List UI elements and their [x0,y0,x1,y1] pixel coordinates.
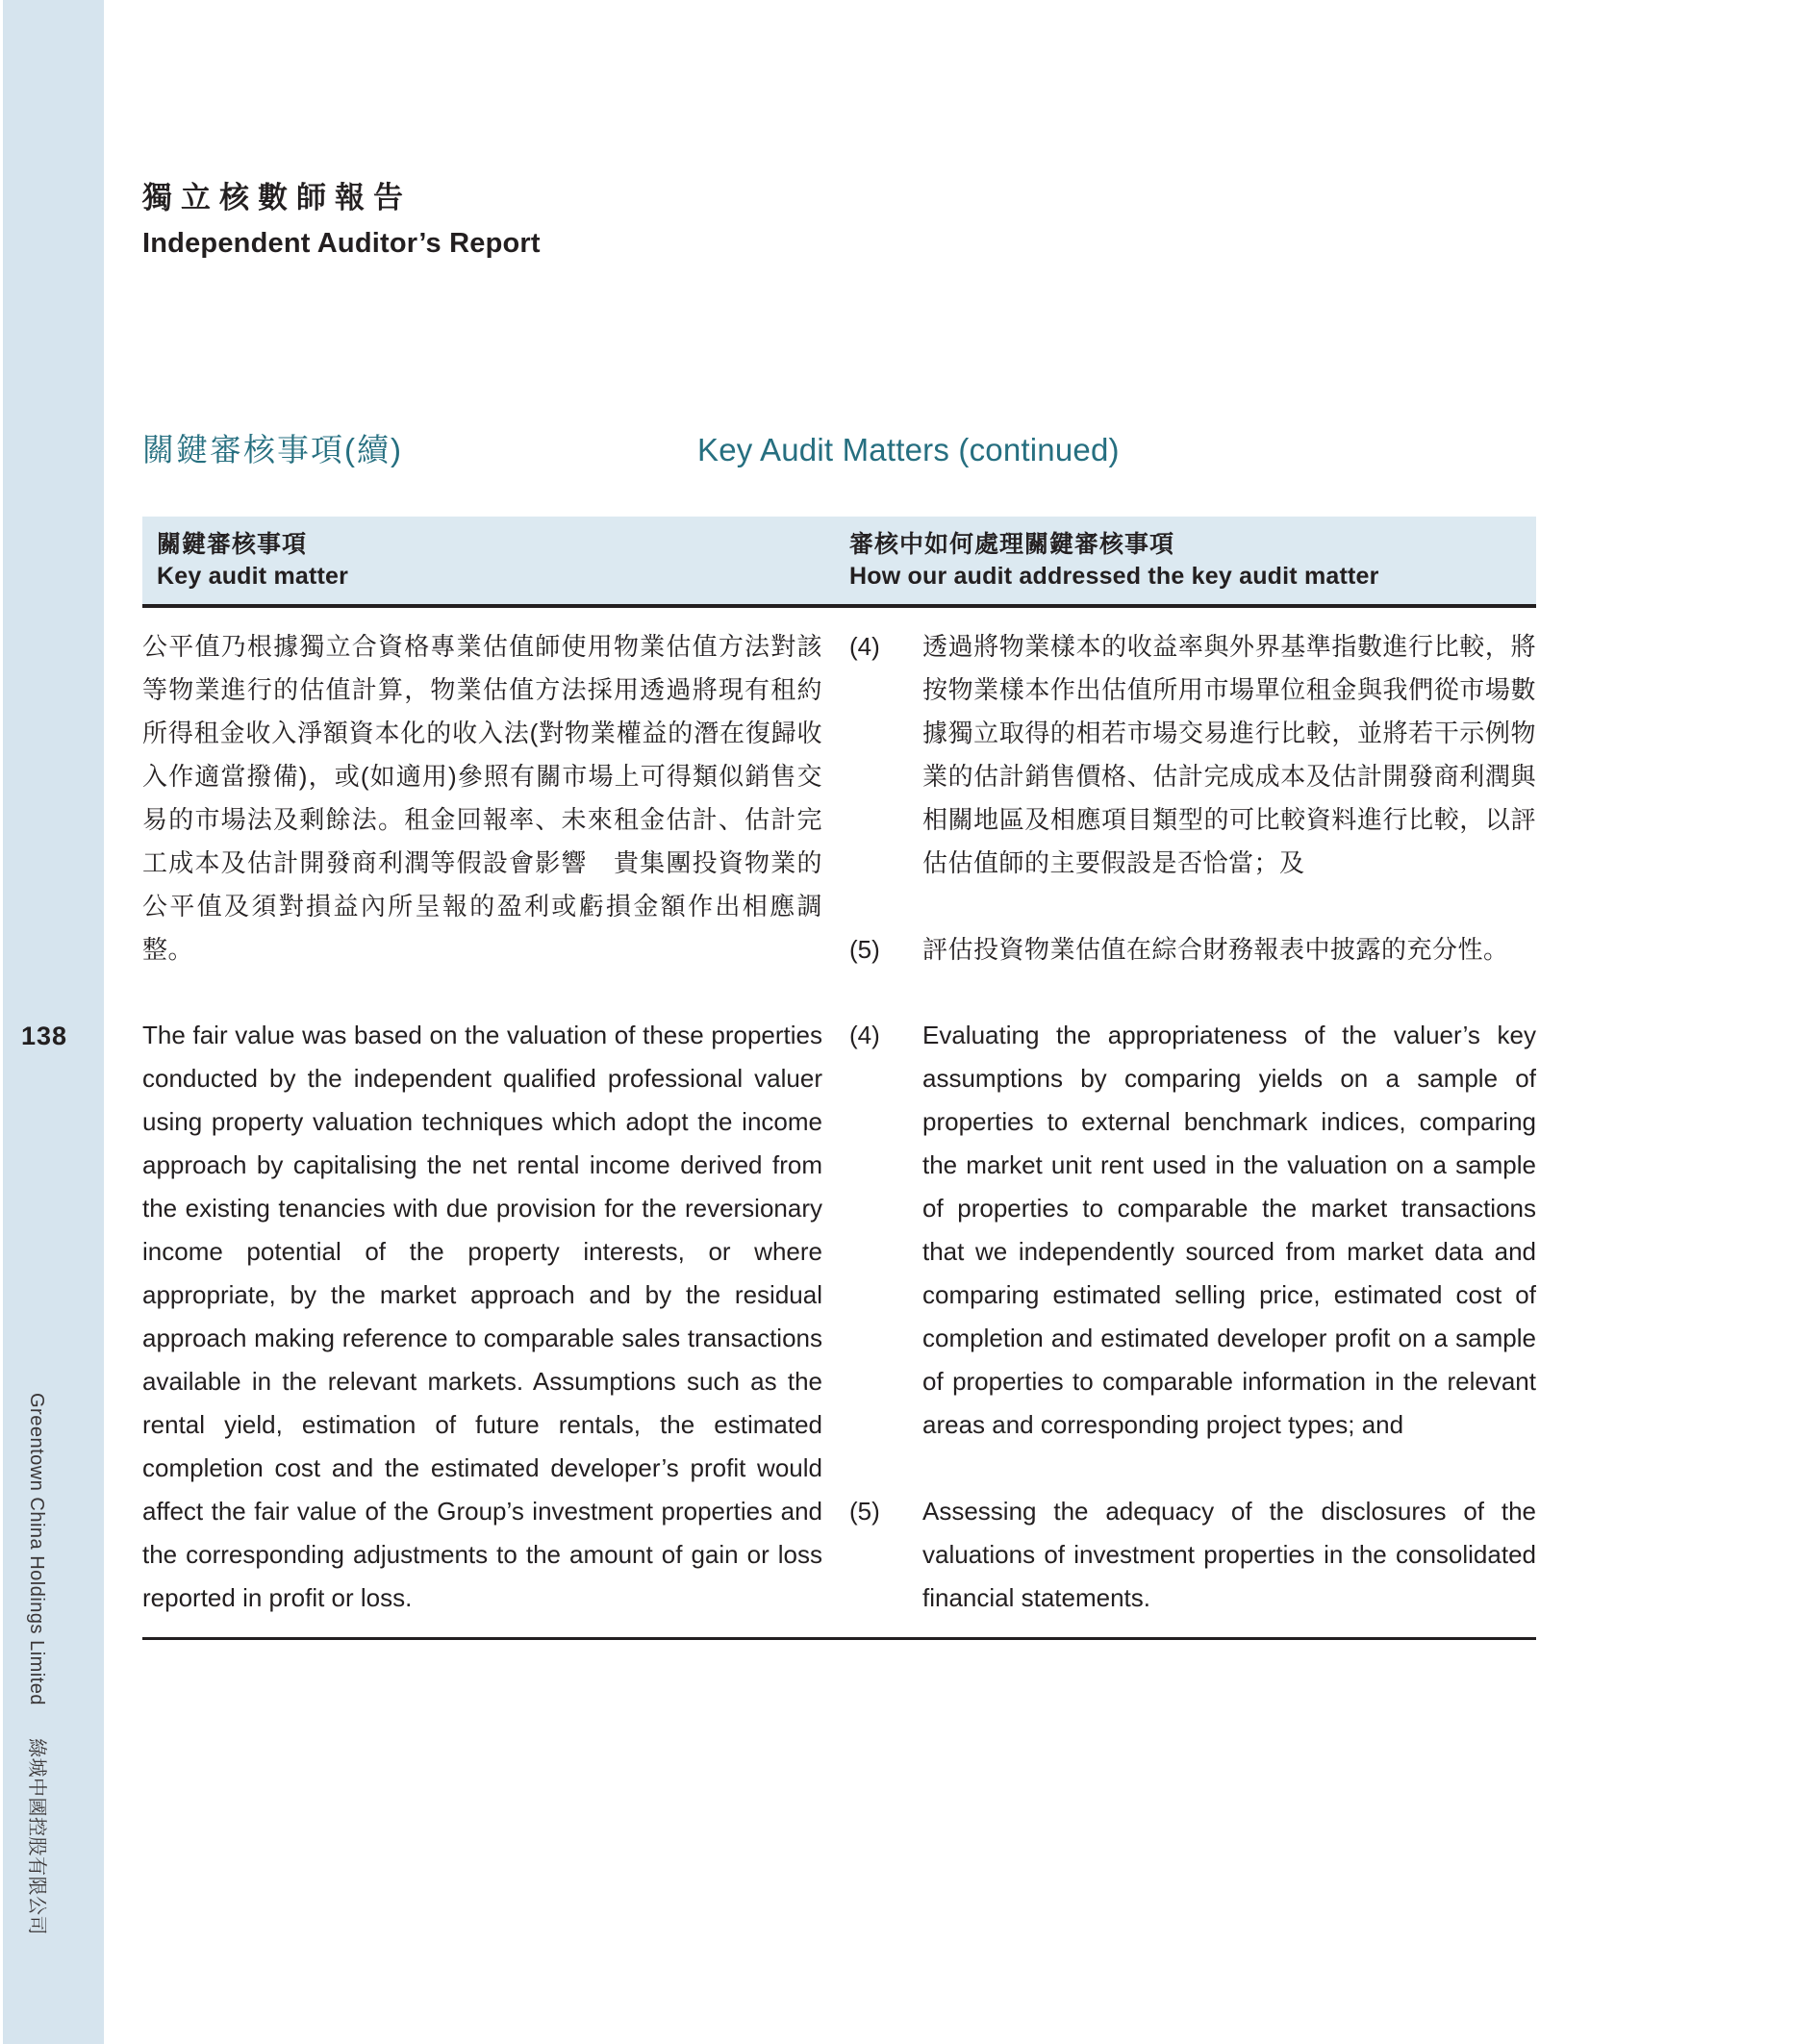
table-body [142,608,1536,1637]
list-item-text: 評估投資物業估值在綜合財務報表中披露的充分性。 [922,935,1509,964]
sidebar-company-name-en: Greentown China Holdings Limited [26,1393,47,1706]
key-audit-matters-table [142,517,1536,1640]
list-item [849,625,1536,885]
table-header-left-zh: 關鍵審核事項 [157,531,308,558]
list-item-number: (4) [849,1021,880,1049]
section-heading-zh: 關鍵審核事項(續) [142,432,403,467]
table-header-row [142,517,1536,604]
section-headings [142,425,1536,470]
key-audit-matter-cell-en [142,1014,822,1620]
audit-response-cell-zh [849,625,1536,972]
list-item-text: Assessing the adequacy of the disclosures of the valuations of investment properties in the consolidated financial statements. [922,1497,1536,1612]
list-item [849,1014,1536,1447]
table-header-right-zh: 審核中如何處理關鍵審核事項 [849,531,1175,558]
table-header-audit-response [849,529,1536,593]
list-item-number: (4) [849,632,880,661]
table-row-english [142,1014,1536,1620]
key-audit-matter-text-zh: 公平值乃根據獨立合資格專業估值師使用物業估值方法對該等物業進行的估值計算，物業估值方法採用透過將現有租約所得租金收入淨額資本化的收入法(對物業權益的潛在復歸收入作適當撥備)，或(如適用)參照有關市場上可得類似銷售交易的市場法及剩餘法。租金回報率、未來租金估計、估計完工成本及估計開發商利潤等假設會影響 貴集團投資物業的公平值及須對損益內所呈報的盈利或虧損金額作出相應調整。 [142,632,822,964]
table-header-key-audit-matter [157,529,849,593]
table-header-left-en: Key audit matter [157,563,349,590]
key-audit-matter-cell-zh [142,625,822,972]
list-item [849,1490,1536,1620]
document-header [142,0,1536,260]
key-audit-matter-text-en: The fair value was based on the valuation of these properties conducted by the independent qualified professional valuer using property valuation techniques which adopt the income approach by capitalising the net rental income derived from the existing tenancies with due provision for the reversionary income potential of the property interests, or where appropriate, by the market approach and by the residual approach making reference to comparable sales transactions available in the relevant markets. Assumptions such as the rental yield, estimation of future rentals, the estimated completion cost and the estimated developer’s profit would affect the fair value of the Group’s investment properties and the corresponding adjustments to the amount of gain or loss reported in profit or loss. [142,1021,822,1612]
table-bottom-rule [142,1637,1536,1640]
report-title-zh: 獨立核數師報告 [142,181,412,214]
table-header-right-en: How our audit addressed the key audit matter [849,563,1379,590]
report-title-en: Independent Auditor’s Report [142,228,541,259]
list-item-text: 透過將物業樣本的收益率與外界基準指數進行比較，將按物業樣本作出估值所用市場單位租金與我們從市場數據獨立取得的相若市場交易進行比較，並將若干示例物業的估計銷售價格、估計完成成本及估計開發商利潤與相關地區及相應項目類型的可比較資料進行比較，以評估估值師的主要假設是否恰當；及 [922,632,1536,877]
sidebar-company-name-zh: 綠城中國控股有限公司 [26,1738,47,1936]
page-number: 138 [21,1022,68,1050]
list-item-number: (5) [849,1497,880,1526]
list-item-text: Evaluating the appropriateness of the valuer’s key assumptions by comparing yields on a sample of properties to external benchmark indices, comparing the market unit rent used in the valuation on a sample of properties to comparable the market transactions that we independently sourced from market data and comparing estimated selling price, estimated cost of completion and estimated developer profit on a sample of properties to comparable information in the relevant areas and corresponding project types; and [922,1021,1536,1439]
section-heading-en: Key Audit Matters (continued) [697,432,1120,467]
audit-response-cell-en [849,1014,1536,1620]
list-item-number: (5) [849,935,880,964]
sidebar-company-name [25,1393,53,1935]
page-content [142,0,1536,1640]
list-item [849,928,1536,972]
table-row-chinese [142,625,1536,972]
